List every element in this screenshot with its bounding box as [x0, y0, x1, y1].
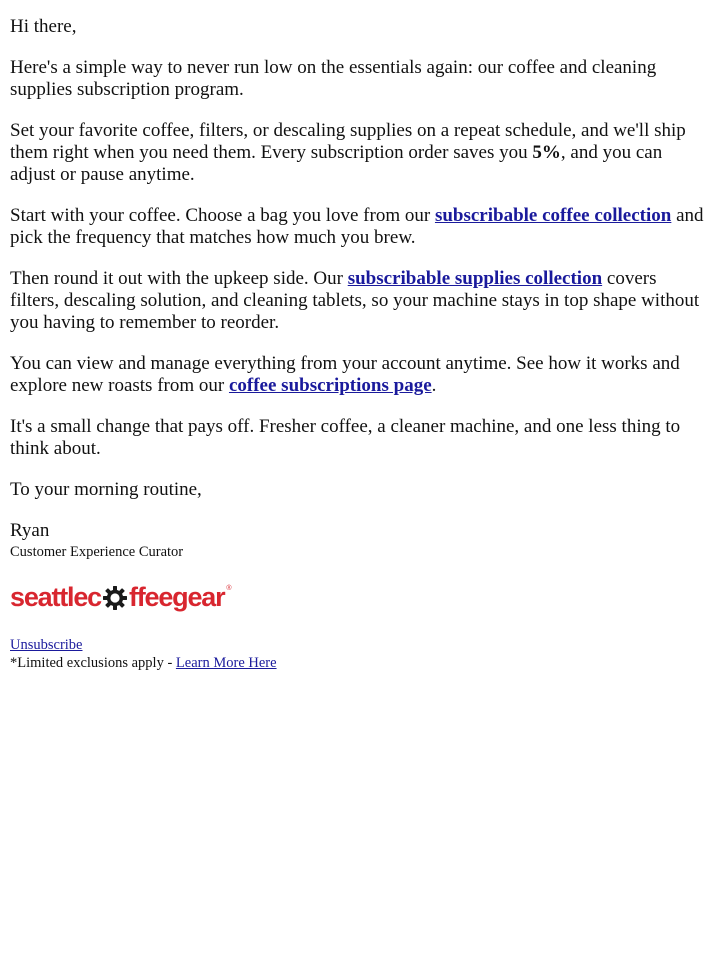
savings-text-after: , and you can adjust or pause anytime. — [10, 142, 663, 185]
exclusions-text: *Limited exclusions apply - — [10, 655, 176, 671]
account-text-after: . — [431, 375, 437, 396]
unsubscribe-link[interactable]: Unsubscribe — [10, 637, 83, 653]
intro-paragraph: Here's a simple way to never run low on the essentials again: our coffee and cleaning supplies subscription program. — [10, 57, 657, 100]
supplies-text-before: Then round it out with the upkeep side. Our — [10, 268, 348, 289]
coffee-paragraph — [10, 205, 710, 249]
greeting: Hi there, — [10, 16, 77, 37]
exclusions-line — [10, 654, 710, 672]
logo-text-start: seattlec — [10, 581, 101, 612]
supplies-collection-link[interactable]: subscribable supplies collection — [347, 268, 603, 289]
savings-text-before: Set your favorite coffee, filters, or descaling supplies on a repeat schedule, and we'll ship them right when you need them. Every subscription order saves you — [10, 120, 686, 163]
supplies-text-after: covers filters, descaling solution, and cleaning tablets, so your machine stays in top shape without you having to remember to reorder. — [10, 268, 700, 333]
learn-more-link[interactable]: Learn More Here — [175, 655, 277, 671]
savings-percent: 5% — [532, 142, 561, 163]
coffee-text-after: and pick the frequency that matches how much you brew. — [10, 205, 704, 248]
registered-mark: ® — [226, 584, 232, 592]
logo-text-end: ffeegear — [128, 581, 225, 612]
supplies-paragraph — [10, 268, 710, 334]
signature-name: Ryan — [10, 520, 50, 541]
account-paragraph — [10, 353, 710, 397]
account-text-before: You can view and manage everything from your account anytime. See how it works and explore new roasts from our — [10, 353, 680, 396]
seattle-coffee-gear-logo — [10, 580, 710, 614]
savings-paragraph — [10, 120, 710, 186]
coffee-text-before: Start with your coffee. Choose a bag you love from our — [10, 205, 435, 226]
coffee-subscriptions-link[interactable]: coffee subscriptions page — [228, 375, 432, 396]
signature-title: Customer Experience Curator — [10, 544, 184, 560]
gear-icon — [102, 585, 128, 611]
email-footer — [10, 636, 710, 672]
closing-line: To your morning routine, — [10, 479, 202, 500]
coffee-collection-link[interactable]: subscribable coffee collection — [434, 205, 672, 226]
signature — [10, 520, 710, 562]
payoff-paragraph: It's a small change that pays off. Fresher coffee, a cleaner machine, and one less thing to think about. — [10, 416, 681, 459]
